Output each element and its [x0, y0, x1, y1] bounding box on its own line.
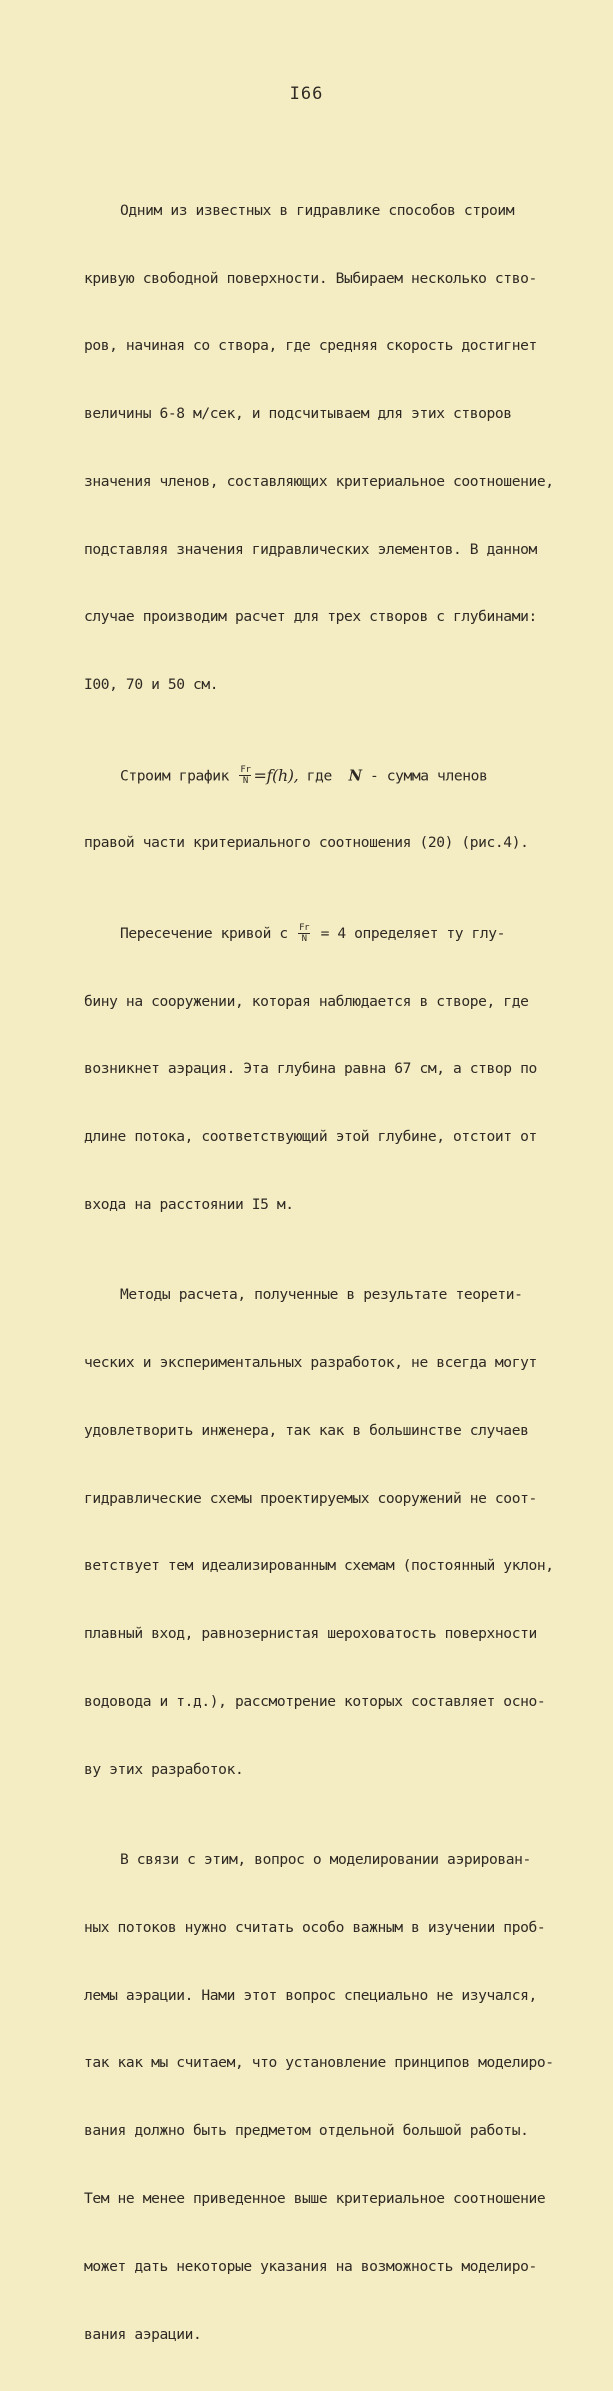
paragraph-4-line: гидравлические схемы проектируемых сооружений не соот- [84, 1489, 537, 1507]
paragraph-5-line: может дать некоторые указания на возможность моделиро- [84, 2257, 537, 2275]
paragraph-1-line: кривую свободной поверхности. Выбираем несколько ство- [84, 269, 537, 287]
function-of-h: =f(h), [253, 765, 299, 785]
paragraph-1-line: случае производим расчет для трех створов с глубинами: [84, 608, 537, 626]
paragraph-4-line: Методы расчета, полученные в результате теорети- [120, 1286, 523, 1304]
fraction-numerator: Fr [240, 765, 251, 776]
paragraph-4-line: ву этих разработок. [84, 1760, 244, 1778]
paragraph-4-line: ческих и экспериментальных разработок, не всегда могут [84, 1354, 537, 1372]
paragraph-2-line-1 [84, 765, 604, 788]
fraction-numerator: Fr [299, 923, 310, 934]
paragraph-3-line-1 [84, 923, 604, 946]
paragraph-3-line: длине потока, соответствующий этой глубине, отстоит от [84, 1128, 537, 1146]
fraction-denominator: N [301, 934, 307, 945]
fraction-fr-over-n [239, 765, 251, 786]
p3-start: Пересечение кривой с [120, 924, 288, 942]
paragraph-3-line: возникнет аэрация. Эта глубина равна 67 см, а створ по [84, 1060, 537, 1078]
n-symbol: N [348, 766, 362, 784]
fraction-fr-over-n [298, 923, 310, 944]
paragraph-5-line: лемы аэрации. Нами этот вопрос специально не изучался, [84, 1986, 537, 2004]
paragraph-5-line: Тем не менее приведенное выше критериальное соотношение [84, 2190, 546, 2208]
paragraph-5-line: ных потоков нужно считать особо важным в изучении проб- [84, 1918, 546, 1936]
paragraph-1-line: значения членов, составляющих критериальное соотношение, [84, 472, 554, 490]
p2-start: Строим график [120, 766, 230, 784]
paragraph-4-line: водовода и т.д.), рассмотрение которых составляет осно- [84, 1692, 546, 1710]
body-text [84, 132, 604, 2391]
page-number: I66 [289, 84, 324, 104]
p3-rest: = 4 определяет ту глу- [320, 924, 506, 942]
p2-where: где [306, 766, 332, 784]
p2-rest: - сумма членов [369, 766, 488, 784]
paragraph-3-line: бину на сооружении, которая наблюдается в створе, где [84, 992, 529, 1010]
paragraph-1-line: ров, начиная со створа, где средняя скорость достигнет [84, 337, 537, 355]
paragraph-5-line: В связи с этим, вопрос о моделировании аэрирован- [120, 1851, 531, 1869]
paragraph-1-line: подставляя значения гидравлических элементов. В данном [84, 540, 537, 558]
paragraph-5-line: вания должно быть предметом отдельной большой работы. [84, 2122, 529, 2140]
paragraph-5-line: вания аэрации. [84, 2325, 202, 2343]
paragraph-1-line: величины 6-8 м/сек, и подсчитываем для этих створов [84, 405, 512, 423]
paragraph-4-line: ветствует тем идеализированным схемам (постоянный уклон, [84, 1557, 554, 1575]
paragraph-2-line-2: правой части критериального соотношения (20) (рис.4). [84, 834, 529, 852]
paragraph-3-line: входа на расстоянии I5 м. [84, 1195, 294, 1213]
paragraph-1-line: Одним из известных в гидравлике способов строим [120, 201, 515, 219]
paragraph-4-line: удовлетворить инженера, так как в большинстве случаев [84, 1421, 529, 1439]
paragraph-4-line: плавный вход, равнозернистая шероховатость поверхности [84, 1625, 537, 1643]
fraction-denominator: N [242, 776, 248, 787]
paragraph-1-line: I00, 70 и 50 см. [84, 676, 219, 694]
paragraph-5-line: так как мы считаем, что установление принципов моделиро- [84, 2054, 554, 2072]
